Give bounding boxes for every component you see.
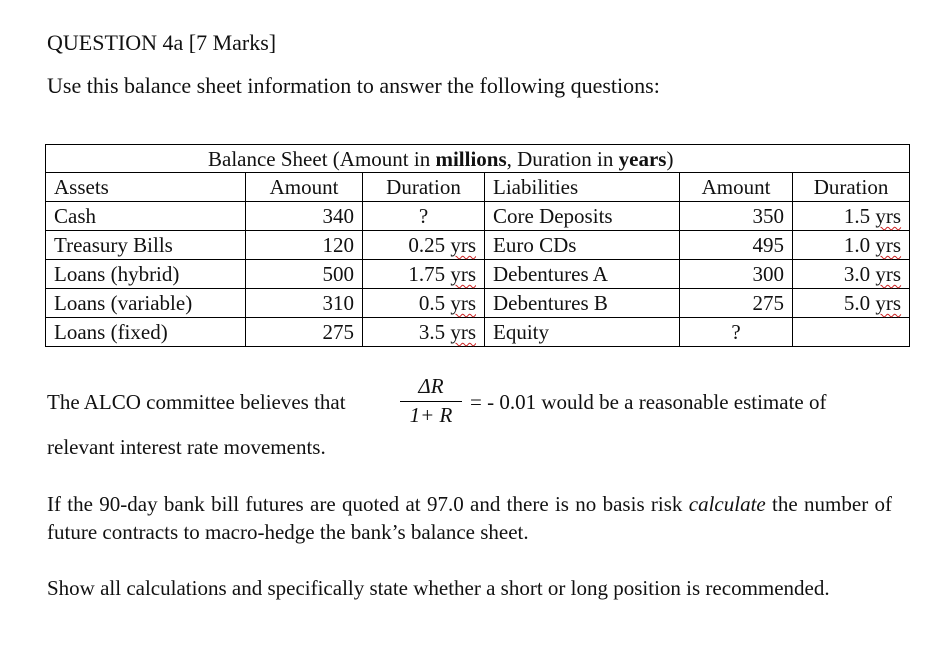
asset-name: Loans (hybrid) bbox=[46, 260, 246, 289]
liability-duration bbox=[793, 318, 910, 347]
liability-duration: 1.0 yrs bbox=[793, 231, 910, 260]
liability-amount: 495 bbox=[680, 231, 793, 260]
balance-sheet-table bbox=[45, 144, 910, 347]
instructions-paragraph: Show all calculations and specifically state whether a short or long position is recommended. bbox=[47, 576, 830, 600]
asset-duration: 0.25 yrs bbox=[363, 231, 485, 260]
table-row bbox=[46, 260, 910, 289]
liability-amount: 275 bbox=[680, 289, 793, 318]
header-liability-amount: Amount bbox=[680, 173, 793, 202]
liability-duration: 5.0 yrs bbox=[793, 289, 910, 318]
header-asset-amount: Amount bbox=[246, 173, 363, 202]
asset-duration: 0.5 yrs bbox=[363, 289, 485, 318]
asset-amount: 340 bbox=[246, 202, 363, 231]
liability-duration: 3.0 yrs bbox=[793, 260, 910, 289]
asset-amount: 500 bbox=[246, 260, 363, 289]
alco-continuation: relevant interest rate movements. bbox=[47, 435, 326, 459]
header-liabilities: Liabilities bbox=[485, 173, 680, 202]
liability-amount: 350 bbox=[680, 202, 793, 231]
liability-name: Debentures B bbox=[485, 289, 680, 318]
table-caption-row bbox=[46, 145, 910, 173]
asset-name: Treasury Bills bbox=[46, 231, 246, 260]
table-row bbox=[46, 231, 910, 260]
header-assets: Assets bbox=[46, 173, 246, 202]
liability-amount: 300 bbox=[680, 260, 793, 289]
alco-statement-suffix: = - 0.01 would be a reasonable estimate of bbox=[470, 390, 827, 414]
liability-duration: 1.5 yrs bbox=[793, 202, 910, 231]
intro-text: Use this balance sheet information to answer the following questions: bbox=[47, 73, 660, 98]
alco-statement: The ALCO committee believes that bbox=[47, 390, 346, 414]
delta-r-fraction bbox=[400, 374, 462, 428]
header-liability-duration: Duration bbox=[793, 173, 910, 202]
question-title: QUESTION 4a [7 Marks] bbox=[47, 30, 277, 55]
asset-amount: 275 bbox=[246, 318, 363, 347]
liability-amount: ? bbox=[680, 318, 793, 347]
table-row bbox=[46, 202, 910, 231]
asset-name: Cash bbox=[46, 202, 246, 231]
liability-name: Core Deposits bbox=[485, 202, 680, 231]
asset-amount: 120 bbox=[246, 231, 363, 260]
liability-name: Equity bbox=[485, 318, 680, 347]
fraction-denominator: 1+ R bbox=[409, 403, 453, 427]
table-row bbox=[46, 289, 910, 318]
header-asset-duration: Duration bbox=[363, 173, 485, 202]
liability-name: Euro CDs bbox=[485, 231, 680, 260]
asset-name: Loans (fixed) bbox=[46, 318, 246, 347]
asset-duration: ? bbox=[363, 202, 485, 231]
asset-duration: 3.5 yrs bbox=[363, 318, 485, 347]
asset-amount: 310 bbox=[246, 289, 363, 318]
futures-question-paragraph: If the 90-day bank bill futures are quoted at 97.0 and there is no basis risk calculate the number of future contracts to macro-hedge the bank’s balance sheet. bbox=[47, 492, 893, 544]
table-row bbox=[46, 318, 910, 347]
liability-name: Debentures A bbox=[485, 260, 680, 289]
asset-name: Loans (variable) bbox=[46, 289, 246, 318]
fraction-numerator: ΔR bbox=[400, 374, 462, 402]
table-header-row bbox=[46, 173, 910, 202]
asset-duration: 1.75 yrs bbox=[363, 260, 485, 289]
table-caption: Balance Sheet (Amount in millions, Duration in years) bbox=[46, 145, 910, 173]
